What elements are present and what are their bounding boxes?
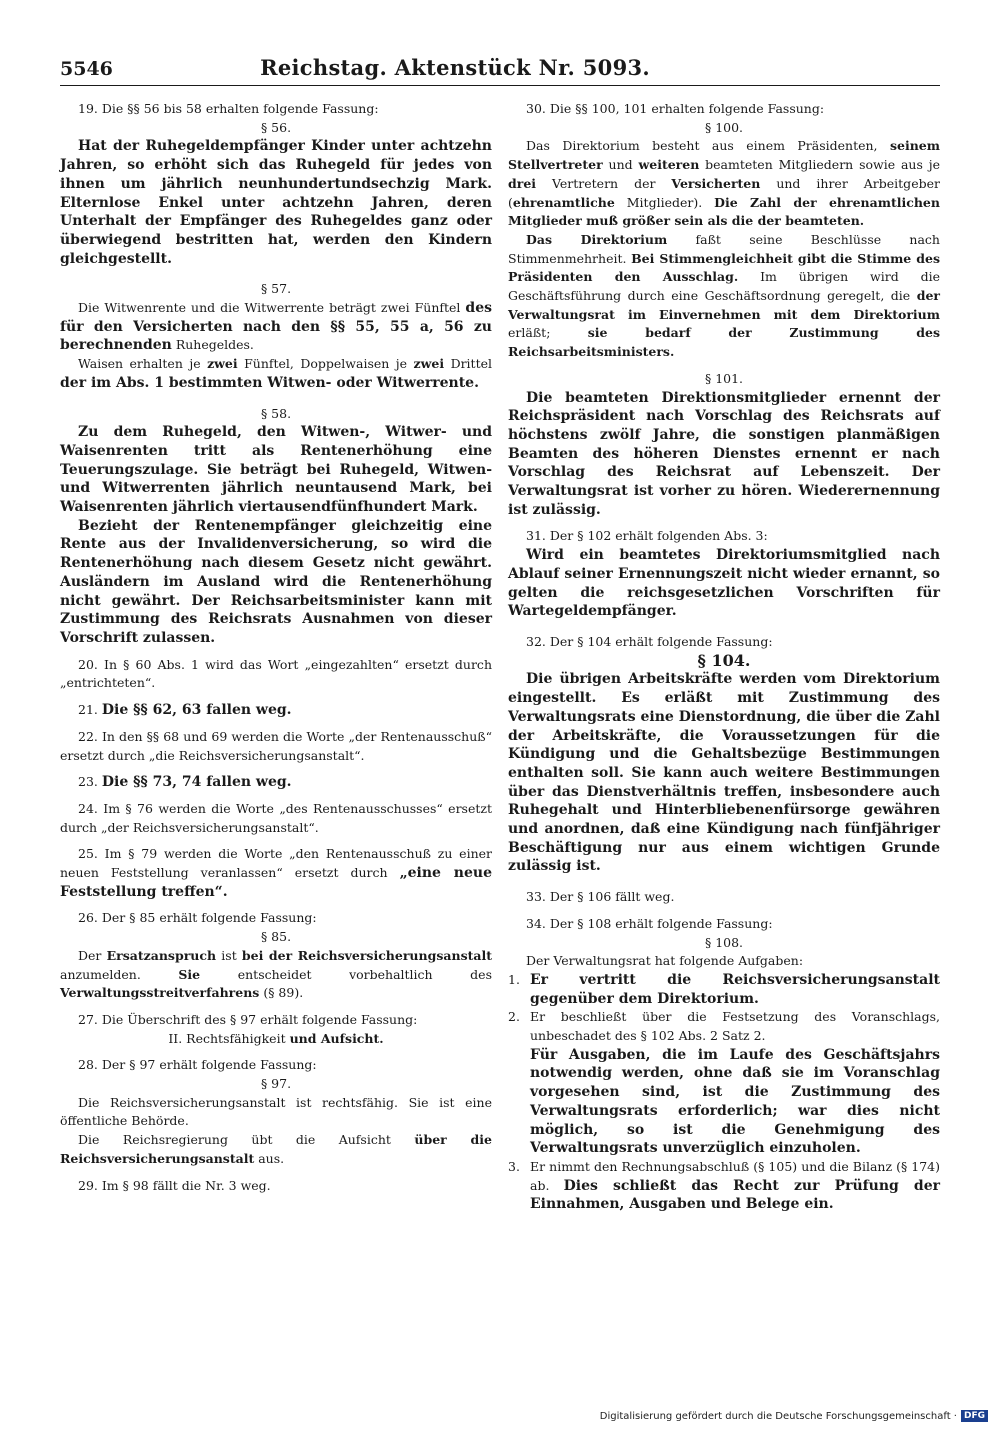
section-108-intro: Der Verwaltungsrat hat folgende Aufgaben: <box>526 953 804 969</box>
text-run: 25. Im § 79 werden die Worte „den Rentenausschuß zu einer neuen Feststellung veranlassen“ ersetzt durch <box>60 846 492 881</box>
text-run: Das Direktorium besteht aus einem Präsidenten, <box>526 138 878 154</box>
item-24: 24. Im § 76 werden die Worte „des Rentenausschusses“ ersetzt durch „der Reichsversicherungsanstalt“. <box>60 800 492 835</box>
item-31: 31. Der § 102 erhält folgenden Abs. 3: <box>526 528 768 544</box>
item-25 <box>60 845 492 901</box>
text-run: anzumelden. <box>60 966 141 982</box>
text-run-bold: und Aufsicht. <box>289 1030 384 1046</box>
list-text: Er vertritt die Reichsversicherungsanstalt gegenüber dem Direktorium. <box>530 971 940 1007</box>
text-run-bold: Versicherten <box>671 175 761 191</box>
text-run: und <box>608 157 633 173</box>
section-85-heading: § 85. <box>260 929 292 945</box>
section-100-para-1 <box>508 137 940 231</box>
item-27: 27. Die Überschrift des § 97 erhält folgende Fassung: <box>78 1011 418 1027</box>
text-run: Vertretern der <box>552 175 656 191</box>
running-title: Reichstag. Aktenstück Nr. 5093. <box>260 55 650 80</box>
text-run: Ruhegeldes. <box>175 337 254 353</box>
text-run: ist <box>221 947 237 963</box>
text-run: Fünftel, Doppelwaisen je <box>244 356 408 372</box>
text-run: entscheidet vorbehaltlich des <box>237 966 492 982</box>
text-run: Waisen erhalten je <box>78 356 201 372</box>
item-32: 32. Der § 104 erhält folgende Fassung: <box>526 633 773 649</box>
text-run-bold: der im Abs. 1 bestimmten Witwen- oder Witwerrente. <box>60 374 479 391</box>
text-run-bold: sie bedarf der Zustimmung des Reichsarbeitsministers. <box>508 325 940 360</box>
text-run-bold: über die Reichsversicherungsanstalt <box>60 1132 492 1166</box>
text-run: Die Reichsregierung übt die Aufsicht <box>78 1132 391 1148</box>
section-58-heading: § 58. <box>260 405 292 421</box>
item-21 <box>60 701 492 720</box>
text-run: Mitglieder). <box>626 194 703 210</box>
text-run-bold: Die §§ 73, 74 fallen weg. <box>101 774 292 791</box>
item-23 <box>60 773 492 792</box>
section-104-heading: § 104. <box>697 650 751 670</box>
list-number: 3. <box>508 1158 520 1174</box>
list-number: 1. <box>508 971 520 987</box>
text-run: Er beschließt über die Festsetzung des Voranschlags, unbeschadet des § 102 Abs. 2 Satz 2. <box>530 1009 940 1044</box>
text-run-bold: Sie <box>178 966 201 982</box>
section-97-para-1: Die Reichsversicherungsanstalt ist rechtsfähig. Sie ist eine öffentliche Behörde. <box>60 1094 492 1129</box>
document-page <box>60 55 940 1214</box>
item-20: 20. In § 60 Abs. 1 wird das Wort „eingezahlten“ ersetzt durch „entrichteten“. <box>60 656 492 691</box>
list-text <box>530 1008 940 1158</box>
text-run-bold: Bei Stimmengleichheit gibt die Stimme des Präsidenten den Ausschlag. <box>508 250 940 285</box>
text-run-bold: des für den Versicherten nach den §§ 55, 55 a, 56 zu berechnenden <box>60 300 492 354</box>
text-run-bold: weiteren <box>638 157 700 173</box>
item-31-text: Wird ein beamtetes Direktoriumsmitglied nach Ablauf seiner Ernennungszeit nicht wieder ernannt, so gelten die reichsgesetzlichen Vorschriften für Wartegeldempfänger. <box>508 547 940 620</box>
text-run-bold: Ersatzanspruch <box>106 947 217 963</box>
text-run-bold: Die Zahl der ehrenamtlichen Mitglieder muß größer sein als die der beamteten. <box>508 194 940 229</box>
text-run: erläßt; <box>508 325 551 341</box>
text-run-bold: Dies schließt das Recht zur Prüfung der Einnahmen, Ausgaben und Belege ein. <box>530 1177 940 1213</box>
text-run: Im übrigen wird die Geschäftsführung durch eine Geschäftsordnung geregelt, die <box>508 269 940 304</box>
text-run-bold: „eine neue Feststellung treffen“. <box>60 865 492 900</box>
item-29: 29. Im § 98 fällt die Nr. 3 weg. <box>78 1177 271 1193</box>
item-number: 23. <box>78 774 98 790</box>
item-number: 21. <box>78 702 98 718</box>
right-column <box>508 100 940 1214</box>
section-108-heading: § 108. <box>704 934 744 950</box>
left-column <box>60 100 492 1214</box>
page-number: 5546 <box>60 58 113 80</box>
text-run: Er nimmt den Rechnungsabschluß (§ 105) und die Bilanz (§ 174) ab. <box>530 1158 940 1193</box>
text-run: und ihrer Arbeitgeber ( <box>508 175 940 210</box>
text-run-bold: Die §§ 62, 63 fallen weg. <box>101 702 292 719</box>
list-text <box>530 1158 940 1214</box>
text-run: aus. <box>258 1150 285 1166</box>
section-100-heading: § 100. <box>704 119 744 135</box>
text-run: Der <box>78 947 102 963</box>
text-run: beamteten Mitgliedern sowie aus je <box>705 157 940 173</box>
section-101-heading: § 101. <box>704 370 744 386</box>
section-100-para-2 <box>508 231 940 362</box>
text-run: Die Witwenrente und die Witwerrente beträgt zwei Fünftel <box>78 300 461 316</box>
section-104-text: Die übrigen Arbeitskräfte werden vom Direktorium eingestellt. Es erläßt mit Zustimmung des Verwaltungsrats eine Dienstordnung, die über die Zahl der Arbeitskräfte, die Voraussetzungen für die Kündigung und die Gehaltsbezüge Bestimmungen enthalten soll. Sie kann auch weitere Bestimmungen über das Dienstverhältnis treffen, insbesondere auch Ruhegehalt und Hinterbliebenenfürsorge gewähren und anordnen, daß eine Kündigung nach fünfjähriger Beschäftigung nur aus einem wichtigen Grunde zulässig ist. <box>508 671 940 875</box>
two-column-body <box>60 100 940 1214</box>
text-run: Drittel <box>450 356 492 372</box>
text-run-bold: der Verwaltungsrat im Einvernehmen mit dem Direktorium <box>508 288 940 322</box>
section-97-para-2 <box>60 1131 492 1168</box>
text-run-bold: drei <box>508 175 537 191</box>
section-58-para-2: Bezieht der Rentenempfänger gleichzeitig eine Rente aus der Invalidenversicherung, so wird die Rentenerhöhung nach diesem Gesetz nicht gewährt. Ausländern im Ausland wird die Rentenerhöhung nicht gewährt. Der Reichsarbeitsminister kann mit Zustimmung des Reichsrats Ausnahmen von dieser Vorschrift zulassen. <box>60 517 492 646</box>
item-22: 22. In den §§ 68 und 69 werden die Worte „der Rentenausschuß“ ersetzt durch „die Reichsversicherungsanstalt“. <box>60 728 492 763</box>
text-run: II. Rechtsfähigkeit <box>168 1030 286 1046</box>
section-57-heading: § 57. <box>260 281 292 297</box>
item-33: 33. Der § 106 fällt weg. <box>526 889 675 905</box>
list-item <box>508 1008 940 1158</box>
section-97-heading: § 97. <box>260 1076 292 1092</box>
section-56-heading: § 56. <box>260 119 292 135</box>
digitization-footer <box>600 1410 988 1422</box>
page-header <box>60 55 940 86</box>
text-run-bold: seinem Stellvertreter <box>508 138 940 173</box>
text-run: (§ 89). <box>263 985 304 1001</box>
list-item <box>508 971 940 1008</box>
section-58-para-1: Zu dem Ruhegeld, den Witwen-, Witwer- und Waisenrenten tritt als Rentenerhöhung eine Teuerungszulage. Sie beträgt bei Ruhegeld, Witwen- und Witwerrenten jährlich neuntausend Mark, bei Waisenrenten jährlich viertausendfünfhundert Mark. <box>60 424 492 516</box>
list-number: 2. <box>508 1009 520 1025</box>
dfg-logo-icon: DFG <box>961 1410 988 1422</box>
item-27-heading <box>60 1030 492 1049</box>
item-34: 34. Der § 108 erhält folgende Fassung: <box>526 915 773 931</box>
text-run-bold: ehrenamtliche <box>512 194 615 210</box>
item-30: 30. Die §§ 100, 101 erhalten folgende Fassung: <box>526 101 825 116</box>
footer-text: Digitalisierung gefördert durch die Deutsche Forschungsgemeinschaft · <box>599 1410 957 1422</box>
section-56-text: Hat der Ruhegeldempfänger Kinder unter achtzehn Jahren, so erhöht sich das Ruhegeld für jedes von ihnen um jährlich neunhundertundsechzig Mark. Elternlose Enkel unter achtzehn Jahren, deren Unterhalt der Empfänger des Ruhegeldes ganz oder überwiegend bestritten hat, werden den Kindern gleichgestellt. <box>60 138 492 267</box>
item-19: 19. Die §§ 56 bis 58 erhalten folgende Fassung: <box>78 101 379 116</box>
section-57-para-2 <box>60 355 492 392</box>
section-57-para-1 <box>60 299 492 355</box>
text-run-bold: Das Direktorium <box>526 231 668 247</box>
text-run-bold: zwei <box>413 356 445 372</box>
section-101-text: Die beamteten Direktionsmitglieder ernennt der Reichspräsident nach Vorschlag des Reichsrats auf höchstens zwölf Jahre, die sonstigen planmäßigen Beamten des höheren Dienstes ernennt er nach Vorschlag des Reichsrat auf Lebenszeit. Der Verwaltungsrat ist vorher zu hören. Wiederernennung ist zulässig. <box>508 389 940 518</box>
item-28: 28. Der § 97 erhält folgende Fassung: <box>78 1057 317 1073</box>
text-run: faßt seine Beschlüsse nach Stimmenmehrheit. <box>508 231 940 266</box>
text-run-bold: Für Ausgaben, die im Laufe des Geschäftsjahrs notwendig werden, ohne daß sie im Voranschlag vorgesehen sind, ist die Zustimmung des Verwaltungsrats erforderlich; war dies nicht möglich, so ist die Genehmigung des Verwaltungsrats unverzüglich einzuholen. <box>530 1046 940 1157</box>
text-run-bold: bei der Reichsversicherungsanstalt <box>241 947 493 963</box>
section-85-text <box>60 947 492 1003</box>
text-run-bold: zwei <box>207 356 238 372</box>
item-26: 26. Der § 85 erhält folgende Fassung: <box>78 910 317 926</box>
text-run-bold: Verwaltungsstreitverfahrens <box>60 985 260 1001</box>
list-item <box>508 1158 940 1214</box>
